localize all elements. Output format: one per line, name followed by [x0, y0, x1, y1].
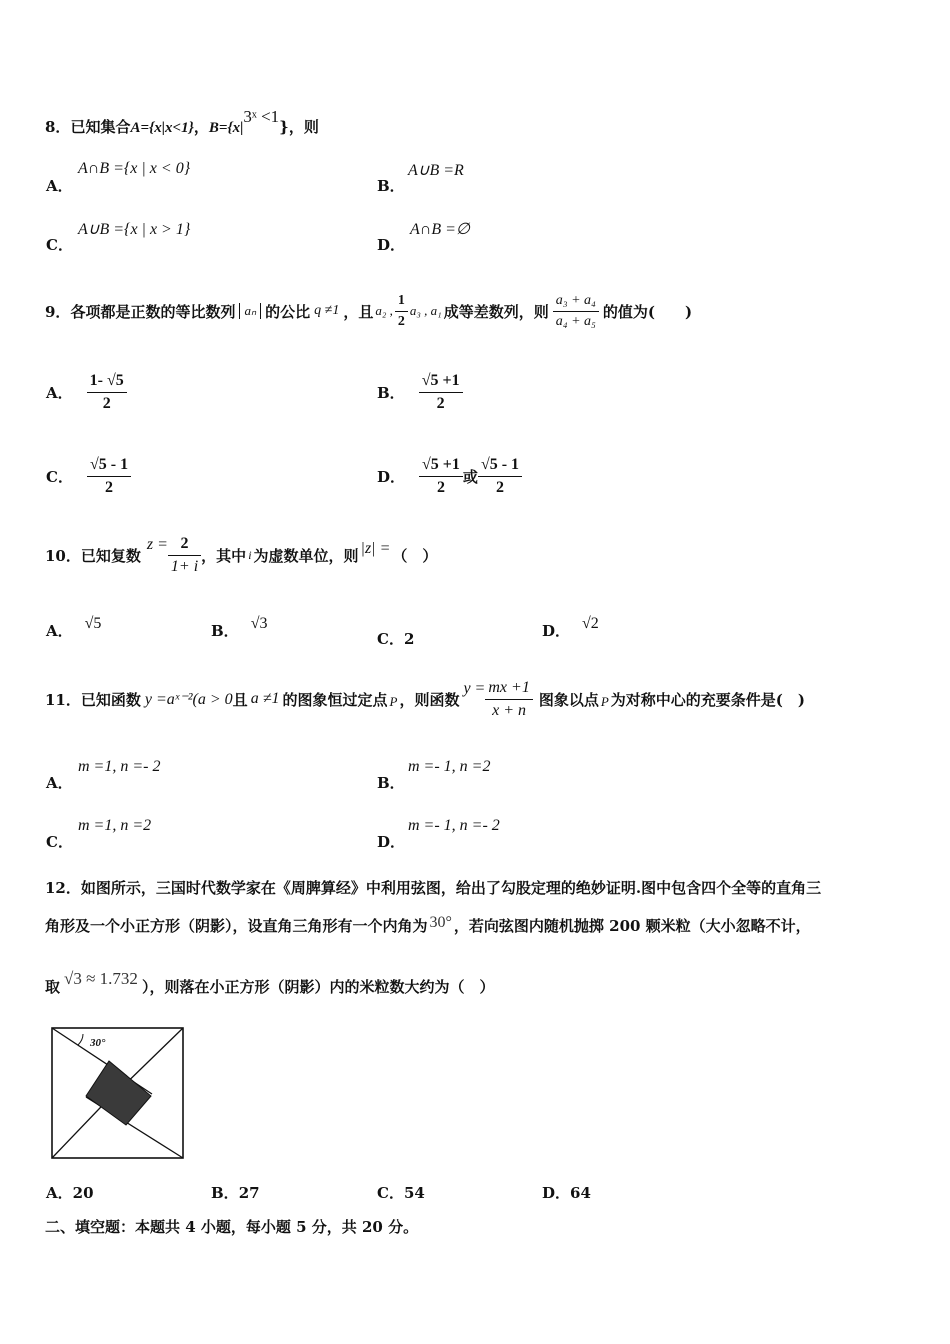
q8-option-d-math: A∩B =∅ — [410, 221, 470, 238]
q12-option-b[interactable]: B．27 — [211, 1184, 260, 1202]
q12-line2: 角形及一个小正方形（阴影），设直角三角形有一个内角为 30° ，若向弦图内随机抛掷 200 颗米粒（大小忽略不计， — [45, 914, 811, 935]
q11-option-b[interactable]: B． — [377, 774, 405, 792]
q10-option-c[interactable]: C．2 — [377, 630, 415, 648]
q11-option-a-math: m =1, n =- 2 — [78, 758, 161, 775]
q9-option-c[interactable]: C． $\frac{√5 - 1}{2}$ — [46, 450, 131, 502]
q11-stem: 11． 已知函数 y =aˣ⁻²(a > 0 且 a ≠1 的图象恒过定点 P ，则函数 y = $\frac{mx +1}{x + n}$ 图象以点 P 为对称中心的充要条件是( ) — [45, 678, 805, 719]
q11-option-b-math: m =- 1, n =2 — [408, 758, 491, 775]
q8-option-c-math: A∪B ={x | x > 1} — [78, 221, 191, 238]
q9-option-b[interactable]: B． $\frac{√5 +1}{2}$ — [377, 366, 463, 418]
q12-option-a[interactable]: A．20 — [46, 1184, 94, 1202]
q10-stem: 10． 已知复数 z = $\frac{2}{1+ i}$ ，其中 i 为虚数单位，则 |z| = （ ） — [45, 534, 438, 575]
q8-option-b-math: A∪B =R — [408, 162, 464, 179]
q9-option-d[interactable]: D． $\frac{√5 +1}{2}$ 或 $\frac{√5 - 1}{2}$ — [377, 450, 522, 502]
q11-option-a[interactable]: A． — [46, 774, 73, 792]
q8-stem: 8．已知集合A={x|x<1}，B={x|3ˣ <1}，则 — [45, 107, 319, 136]
string-diagram — [50, 1026, 185, 1160]
angle-label: 30° — [90, 1037, 106, 1049]
q10-option-a[interactable]: A． √5 — [46, 615, 102, 640]
q10-option-b[interactable]: B． √3 — [211, 615, 268, 640]
q8-option-c[interactable]: C． — [46, 236, 73, 254]
q11-option-d[interactable]: D． — [377, 833, 406, 851]
q10-option-d[interactable]: D． √2 — [542, 615, 599, 640]
q12-line1: 12．如图所示，三国时代数学家在《周脾算经》中利用弦图，给出了勾股定理的绝妙证明.图中包含四个全等的直角三 — [45, 879, 822, 897]
q12-option-c[interactable]: C．54 — [377, 1184, 425, 1202]
q11-option-c[interactable]: C． — [46, 833, 73, 851]
q9-option-a[interactable]: A． $\frac{1- √5}{2}$ — [46, 366, 127, 418]
q11-option-c-math: m =1, n =2 — [78, 817, 152, 834]
q11-option-d-math: m =- 1, n =- 2 — [408, 817, 500, 834]
q8-option-b[interactable]: B． — [377, 177, 405, 195]
q8-option-a[interactable]: A． — [46, 177, 73, 195]
q12-option-d[interactable]: D．64 — [542, 1184, 591, 1202]
section-2-heading: 二、填空题：本题共 4 小题，每小题 5 分，共 20 分。 — [45, 1218, 419, 1236]
q8-option-d[interactable]: D． — [377, 236, 406, 254]
q12-line3: 取 √3 ≈ 1.732 ），则落在小正方形（阴影）内的米粒数大约为（ ） — [45, 969, 495, 996]
q8-option-a-math: A∩B ={x | x < 0} — [78, 160, 191, 177]
q9-stem: 9． 各项都是正数的等比数列 aₙ 的公比 q ≠1 ，且 a₂ , $\frac{1}{2}$ a₃ , a₁ 成等差数列，则 $\frac{\text{a₃ + a₄}}{\text{a₄ + a₅}}$ 的值为( ) — [45, 292, 693, 329]
